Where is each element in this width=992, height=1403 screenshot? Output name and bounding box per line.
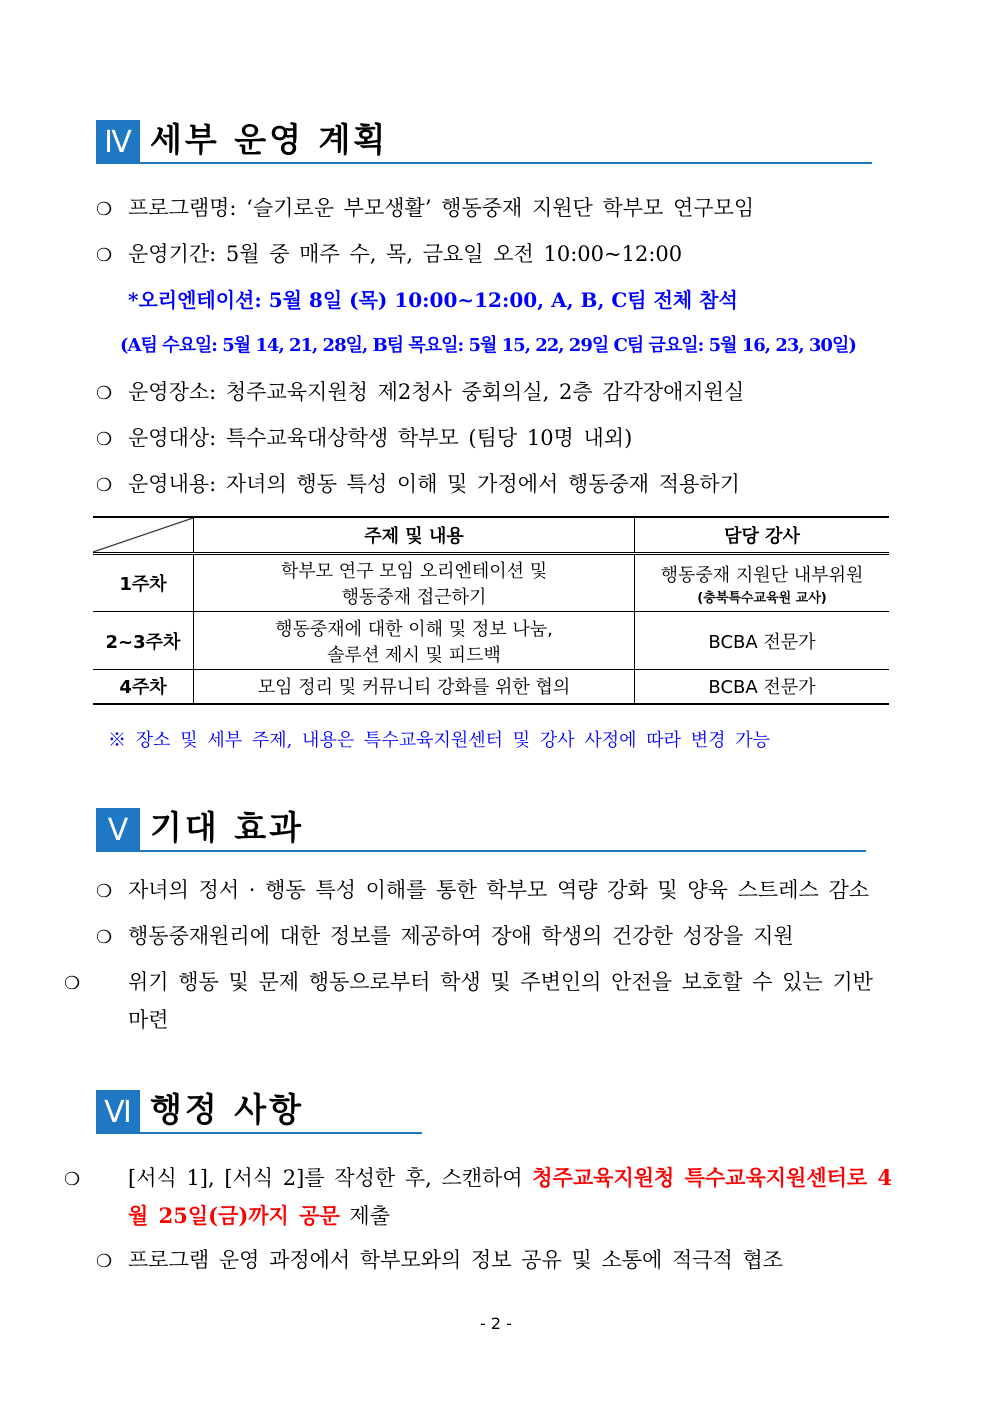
- table-row: [93, 612, 889, 670]
- column-header: 담당 강사: [635, 517, 890, 554]
- schedule-table: [93, 516, 889, 705]
- list-item: ❍ 운영내용: 자녀의 행동 특성 이해 및 가정에서 행동중재 적용하기: [96, 472, 740, 496]
- lecturer-cell: BCBA 전문가: [635, 670, 890, 704]
- topic-cell: 학부모 연구 모임 오리엔테이션 및 행동중재 접근하기: [194, 554, 635, 612]
- table-header-row: [93, 517, 889, 554]
- section-title: 행정 사항: [140, 1090, 422, 1134]
- section-6-heading: [96, 1090, 422, 1134]
- section-title: 세부 운영 계획: [140, 120, 872, 164]
- section-number: Ⅴ: [96, 808, 140, 852]
- change-note: ※ 장소 및 세부 주제, 내용은 특수교육지원센터 및 강사 사정에 따라 변경 가능: [108, 730, 771, 751]
- list-item: ❍ 행동중재원리에 대한 정보를 제공하여 장애 학생의 건강한 성장을 지원: [96, 924, 794, 948]
- list-item: ❍ 운영대상: 특수교육대상학생 학부모 (팀당 10명 내외): [96, 426, 633, 450]
- week-cell: 1주차: [93, 554, 194, 612]
- lecturer-cell: BCBA 전문가: [635, 612, 890, 670]
- section-number: Ⅵ: [96, 1090, 140, 1134]
- list-item: ❍ 운영기간: 5월 중 매주 수, 목, 금요일 오전 10:00~12:00: [96, 242, 683, 266]
- list-item: ❍ [서식 1], [서식 2]를 작성한 후, 스캔하여 청주교육지원청 특수교육지원센터로 4월 25일(금)까지 공문 제출: [64, 1165, 893, 1228]
- diagonal-corner-cell: [93, 517, 194, 554]
- deadline-highlight: 청주교육지원청 특수교육지원센터로 4월 25일(금)까지 공문: [128, 1165, 893, 1228]
- week-cell: 2~3주차: [93, 612, 194, 670]
- section-4-heading: [96, 120, 872, 164]
- list-item: ❍ 자녀의 정서 · 행동 특성 이해를 통한 학부모 역량 강화 및 양육 스트레스 감소: [96, 878, 870, 902]
- topic-cell: 행동중재에 대한 이해 및 정보 나눔, 솔루션 제시 및 피드백: [194, 612, 635, 670]
- page-number: - 2 -: [480, 1314, 512, 1333]
- section-5-heading: [96, 808, 866, 852]
- list-item: ❍ 위기 행동 및 문제 행동으로부터 학생 및 주변인의 안전을 보호할 수 있는 기반 마련: [64, 970, 873, 1032]
- topic-cell: 모임 정리 및 커뮤니티 강화를 위한 협의: [194, 670, 635, 704]
- team-schedule: (A팀 수요일: 5월 14, 21, 28일, B팀 목요일: 5월 15, 22, 29일 C팀 금요일: 5월 16, 23, 30일): [120, 335, 856, 356]
- section-number: Ⅳ: [96, 120, 140, 164]
- table-row: [93, 554, 889, 612]
- list-item: ❍ 프로그램 운영 과정에서 학부모와의 정보 공유 및 소통에 적극적 협조: [96, 1248, 784, 1272]
- week-cell: 4주차: [93, 670, 194, 704]
- list-item: ❍ 프로그램명: ‘슬기로운 부모생활’ 행동중재 지원단 학부모 연구모임: [96, 196, 755, 220]
- list-item: ❍ 운영장소: 청주교육지원청 제2청사 중회의실, 2층 감각장애지원실: [96, 380, 745, 404]
- column-header: 주제 및 내용: [194, 517, 635, 554]
- lecturer-cell: 행동중재 지원단 내부위원 (충북특수교육원 교사): [635, 554, 890, 612]
- table-row: [93, 670, 889, 704]
- section-title: 기대 효과: [140, 808, 866, 852]
- orientation-note: *오리엔테이션: 5월 8일 (목) 10:00~12:00, A, B, C팀 전체 참석: [128, 288, 738, 312]
